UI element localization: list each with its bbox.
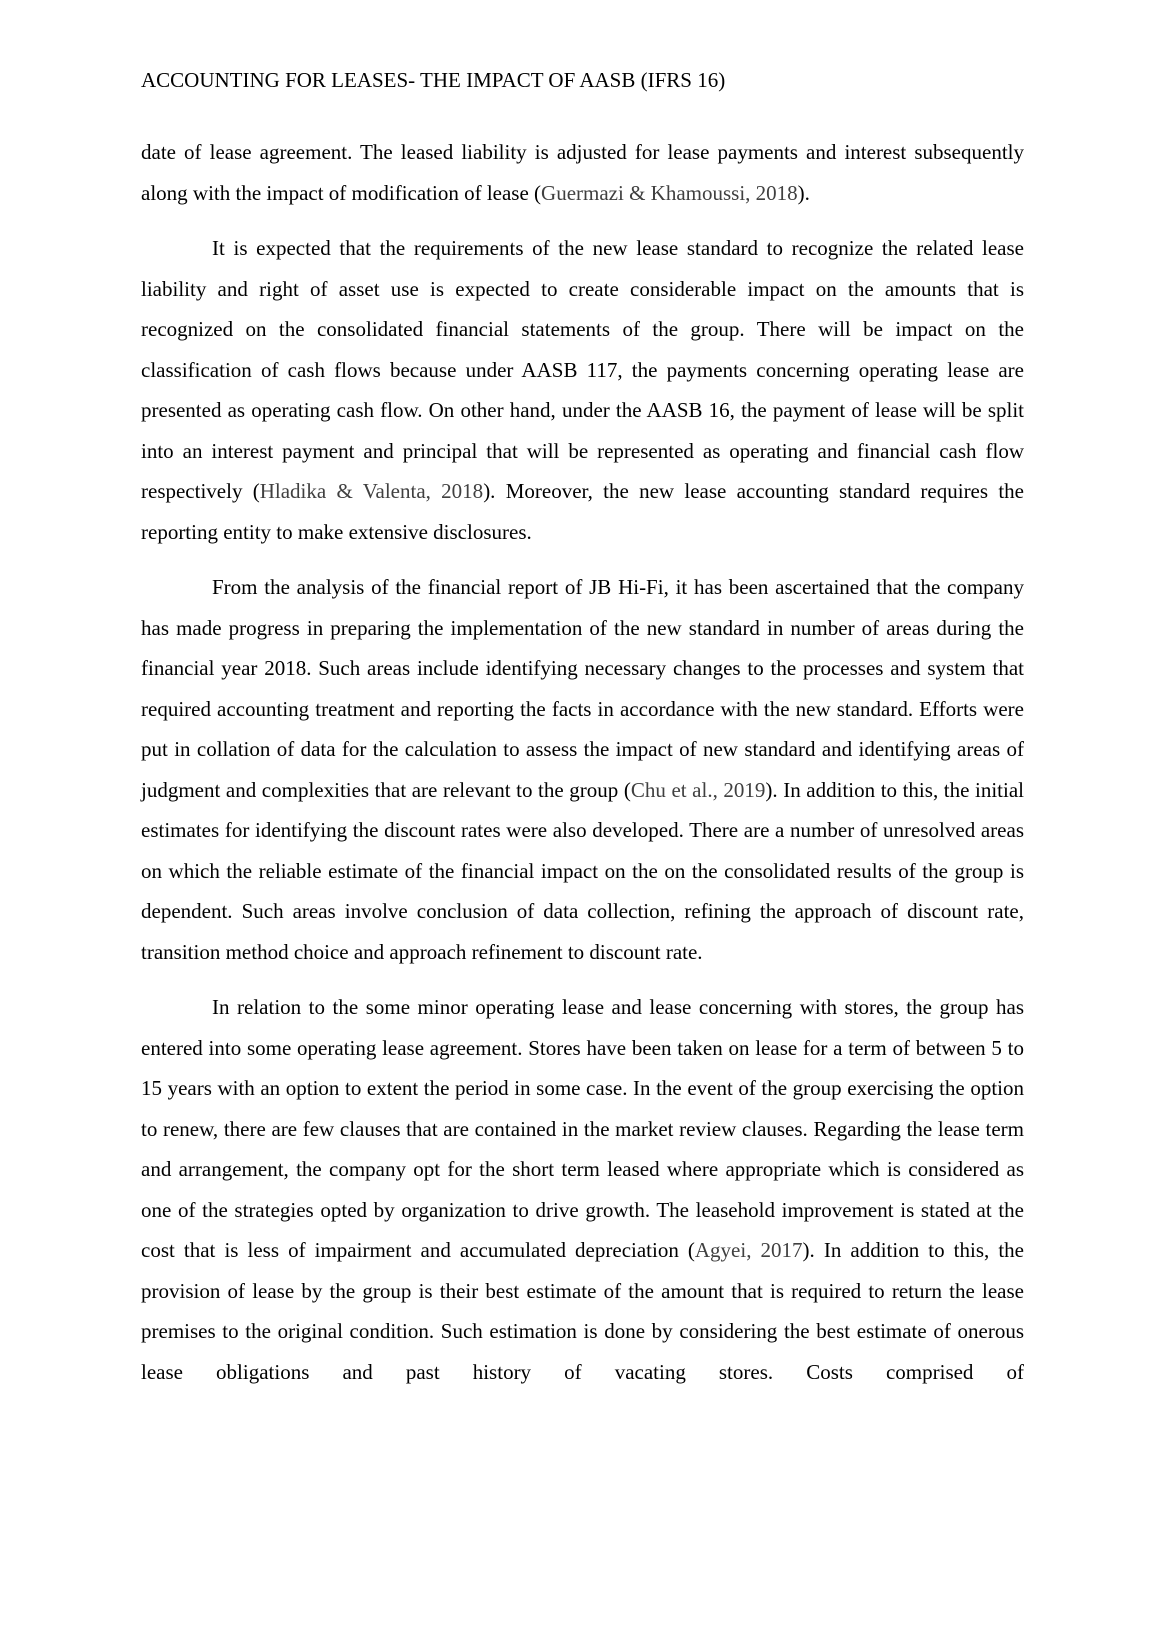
paragraph-4-text-end: ). In addition to this, the provision of lease by the group is their best estimate of the amount that is required to return the lease premises to the original condition. Such estimation is done by considering the best estimate of onerous lease obligations and past history of vacating stores. Costs comprised of <box>141 1238 1024 1384</box>
citation-guermazi: Guermazi & Khamoussi, 2018 <box>541 180 798 205</box>
paragraph-1 <box>141 132 1024 213</box>
paragraph-2 <box>141 228 1024 552</box>
citation-hladika: Hladika & Valenta, 2018 <box>259 479 484 503</box>
citation-agyei: Agyei, 2017 <box>694 1238 803 1262</box>
citation-chu: Chu et al., 2019 <box>630 777 766 802</box>
document-page <box>141 66 1024 1407</box>
paragraph-4 <box>141 987 1024 1392</box>
paragraph-3-text-end: ). In addition to this, the initial estimates for identifying the discount rates were also developed. There are a number of unresolved areas on which the reliable estimate of the financial impact on the on the consolidated results of the group is dependent. Such areas involve conclusion of data collection, refining the approach of discount rate, transition method choice and approach refinement to discount rate. <box>141 777 1024 964</box>
paragraph-3-text: From the analysis of the financial report of JB Hi-Fi, it has been ascertained that the company has made progress in preparing the implementation of the new standard in number of areas during the financial year 2018. Such areas include identifying necessary changes to the processes and system that required accounting treatment and reporting the facts in accordance with the new standard. Efforts were put in collation of data for the calculation to assess the impact of new standard and identifying areas of judgment and complexities that are relevant to the group ( <box>141 575 1024 802</box>
running-header: ACCOUNTING FOR LEASES- THE IMPACT OF AASB (IFRS 16) <box>141 68 726 92</box>
paragraph-4-text: In relation to the some minor operating lease and lease concerning with stores, the group has entered into some operating lease agreement. Stores have been taken on lease for a term of between 5 to 15 years with an option to extent the period in some case. In the event of the group exercising the option to renew, there are few clauses that are contained in the market review clauses. Regarding the lease term and arrangement, the company opt for the short term leased where appropriate which is considered as one of the strategies opted by organization to drive growth. The leasehold improvement is stated at the cost that is less of impairment and accumulated depreciation ( <box>141 995 1024 1262</box>
paragraph-1-text-end: ). <box>797 180 810 205</box>
paragraph-2-text-end: ). Moreover, the new lease accounting standard requires the reporting entity to make extensive disclosures. <box>141 479 1024 544</box>
paragraph-3 <box>141 567 1024 972</box>
paragraph-2-text: It is expected that the requirements of the new lease standard to recognize the related lease liability and right of asset use is expected to create considerable impact on the amounts that is recognized on the consolidated financial statements of the group. There will be impact on the classification of cash flows because under AASB 117, the payments concerning operating lease are presented as operating cash flow. On other hand, under the AASB 16, the payment of lease will be split into an interest payment and principal that will be represented as operating and financial cash flow respectively ( <box>141 236 1024 503</box>
paragraph-1-text: date of lease agreement. The leased liability is adjusted for lease payments and interest subsequently along with the impact of modification of lease ( <box>141 140 1024 205</box>
